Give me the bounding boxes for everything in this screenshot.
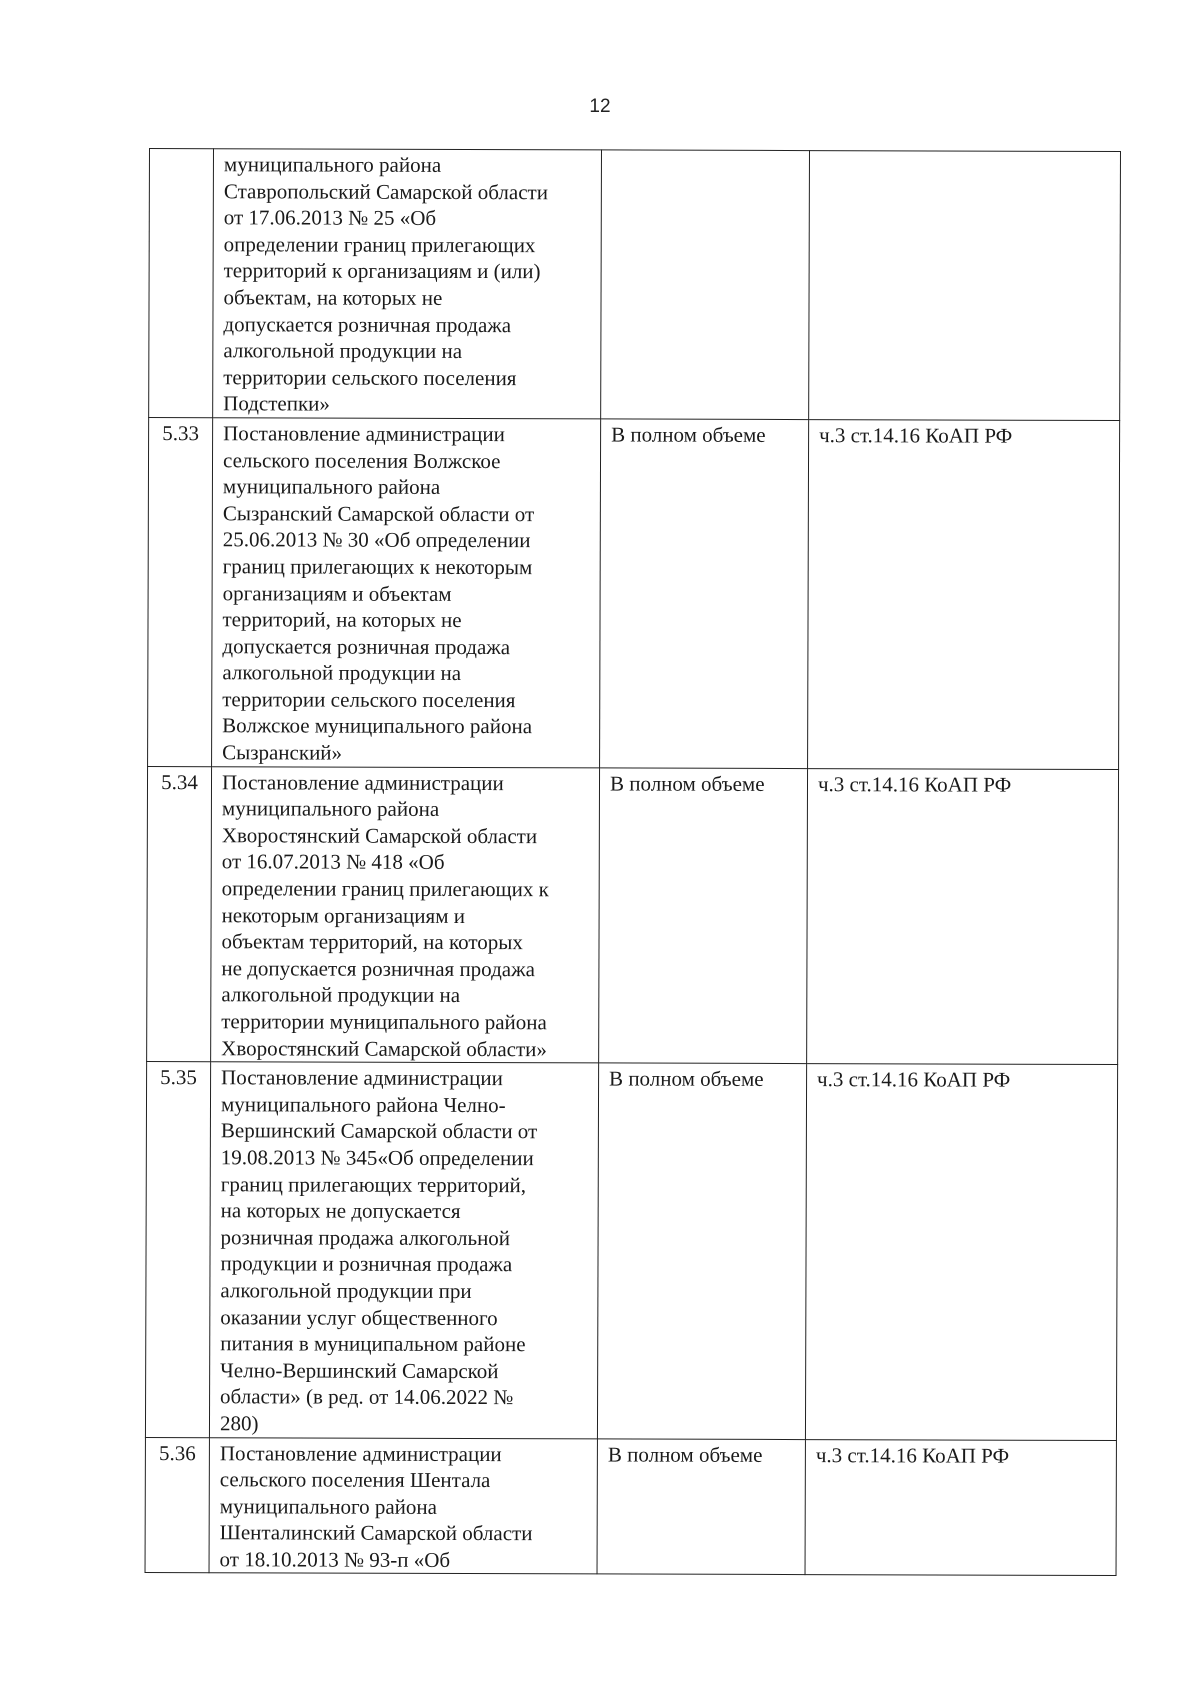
extent-cell — [601, 150, 810, 420]
description-line: Хворостянский Самарской области» — [221, 1035, 547, 1061]
table-body — [145, 149, 1120, 1577]
description-line: муниципального района — [223, 152, 442, 177]
description-line: 25.06.2013 № 30 «Об определении — [222, 527, 531, 553]
liability-cell: ч.3 ст.14.16 КоАП РФ — [805, 1439, 1116, 1576]
description-line: оказании услуг общественного — [220, 1304, 498, 1330]
extent-cell: В полном объеме — [600, 419, 809, 768]
description-line: алкогольной продукции на — [221, 982, 461, 1008]
description-line: Ставропольский Самарской области — [223, 178, 549, 204]
description-line: Волжское муниципального района — [222, 713, 533, 739]
description-line: питания в муниципальном районе — [220, 1331, 526, 1357]
row-number: 5.36 — [145, 1437, 209, 1573]
description-line: сельского поселения Волжское — [222, 447, 501, 473]
description-line: алкогольной продукции на — [222, 660, 462, 686]
table-row — [145, 1062, 1117, 1440]
description-line: границ прилегающих территорий, — [220, 1171, 527, 1197]
regulations-table — [145, 148, 1121, 1577]
description-line: Постановление администрации — [219, 1440, 502, 1466]
description-line: сельского поселения Шентала — [219, 1467, 491, 1493]
description-line: территорий, на которых не — [222, 607, 462, 633]
description-line: от 16.07.2013 № 418 «Об — [221, 849, 445, 875]
table-row — [147, 766, 1119, 1065]
description-line: определении границ прилегающих — [223, 232, 536, 257]
document-description — [209, 1437, 597, 1574]
description-line: Хворостянский Самарской области — [221, 823, 538, 849]
description-line: Шенталинский Самарской области — [219, 1520, 533, 1546]
description-line: объектам, на которых не — [223, 285, 443, 310]
description-line: Сызранский» — [222, 740, 343, 765]
liability-cell: ч.3 ст.14.16 КоАП РФ — [807, 768, 1119, 1065]
description-line: алкогольной продукции на — [223, 338, 463, 364]
document-description — [209, 1062, 598, 1439]
description-line: Постановление администрации — [221, 1065, 503, 1091]
document-description — [213, 149, 602, 419]
liability-cell: ч.3 ст.14.16 КоАП РФ — [808, 420, 1120, 770]
description-line: Сызранский Самарской области от — [222, 500, 535, 526]
description-line: территорий к организациям и (или) — [223, 258, 541, 284]
description-line: организациям и объектам — [222, 580, 452, 606]
description-line: муниципального района Челно- — [220, 1092, 506, 1117]
row-number: 5.34 — [147, 766, 212, 1062]
description-line: области» (в ред. от 14.06.2022 № — [220, 1384, 514, 1410]
description-line: алкогольной продукции при — [220, 1278, 472, 1303]
extent-cell: В полном объеме — [597, 1063, 806, 1439]
description-line: муниципального района — [221, 796, 440, 822]
description-line: от 17.06.2013 № 25 «Об — [223, 205, 437, 231]
description-line: определении границ прилегающих к — [221, 876, 549, 902]
description-line: допускается розничная продажа — [223, 311, 512, 337]
description-line: Постановление администрации — [223, 421, 505, 447]
description-line: муниципального района — [219, 1493, 438, 1519]
description-line: от 18.10.2013 № 93-п «Об — [219, 1547, 451, 1572]
row-number — [149, 149, 214, 418]
description-line: 280) — [219, 1411, 259, 1436]
extent-cell: В полном объеме — [597, 1438, 805, 1575]
description-line: некоторым организациям и — [221, 902, 466, 928]
extent-cell: В полном объеме — [599, 768, 808, 1064]
description-line: 19.08.2013 № 345«Об определении — [220, 1145, 534, 1171]
document-description — [211, 766, 600, 1063]
liability-cell: ч.3 ст.14.16 КоАП РФ — [805, 1064, 1117, 1440]
liability-cell — [809, 151, 1121, 421]
description-line: допускается розничная продажа — [222, 633, 511, 659]
row-number: 5.33 — [148, 417, 213, 766]
table-row — [149, 149, 1121, 421]
description-line: муниципального района — [222, 474, 441, 500]
description-line: территории сельского поселения — [223, 364, 517, 390]
table-row — [145, 1437, 1116, 1576]
row-number: 5.35 — [145, 1062, 210, 1438]
description-line: границ прилегающих к некоторым — [222, 554, 533, 580]
description-line: на которых не допускается — [220, 1198, 461, 1224]
description-line: Вершинский Самарской области от — [220, 1118, 538, 1144]
page-number: 12 — [589, 96, 611, 117]
description-line: не допускается розничная продажа — [221, 956, 535, 982]
description-line: Челно-Вершинский Самарской — [220, 1357, 499, 1383]
description-line: территории муниципального района — [221, 1009, 547, 1035]
description-line: территории сельского поселения — [222, 687, 516, 713]
description-line: розничная продажа алкогольной — [220, 1224, 511, 1250]
description-line: продукции и розничная продажа — [220, 1251, 513, 1277]
document-description — [212, 418, 601, 768]
description-line: Постановление администрации — [221, 769, 504, 795]
description-line: Подстепки» — [223, 391, 330, 416]
table-row — [148, 417, 1120, 769]
description-line: объектам территорий, на которых — [221, 929, 523, 955]
